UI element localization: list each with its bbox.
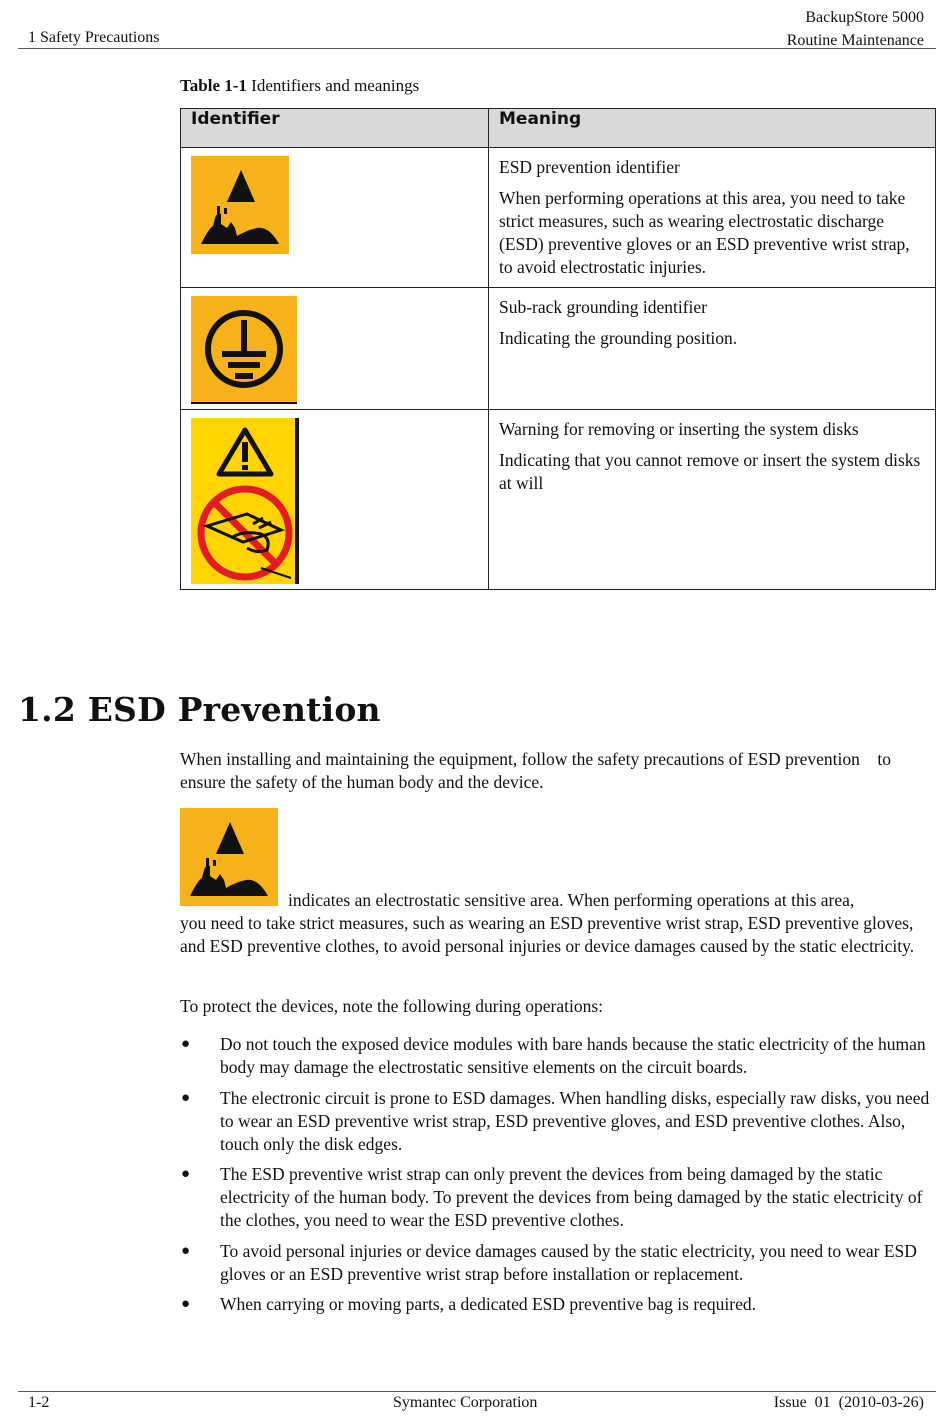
no-disk-insert-icon <box>191 418 299 584</box>
ground-icon <box>191 296 297 404</box>
esd-paragraph <box>180 889 936 958</box>
meaning-title: ESD prevention identifier <box>499 157 680 177</box>
list-item-text: When carrying or moving parts, a dedicated ESD preventive bag is required. <box>220 1294 756 1314</box>
list-item-text: Do not touch the exposed device modules with bare hands because the static electricity of the human body may damage the electrostatic sensitive elements on the circuit boards. <box>220 1034 926 1077</box>
bullet-icon: ● <box>181 1296 191 1312</box>
list-item <box>180 1087 936 1156</box>
esd-warning-icon <box>191 156 289 254</box>
bullet-icon: ● <box>181 1089 191 1106</box>
esd-paragraph-first-line: indicates an electrostatic sensitive area. When performing operations at this area, <box>288 890 855 910</box>
footer-issue: Issue 01 (2010-03-26) <box>773 1394 924 1411</box>
header-chapter: 1 Safety Precautions <box>28 29 160 46</box>
table-row <box>181 148 936 288</box>
list-item-text: To avoid personal injuries or device damages caused by the static electricity, you need to wear ESD gloves or an ESD preventive wrist strap before installation or replacement. <box>220 1240 917 1284</box>
footer-page-number: 1-2 <box>28 1394 50 1411</box>
header-rule <box>18 48 936 49</box>
meaning-cell <box>489 148 936 288</box>
list-item <box>180 1293 936 1316</box>
identifier-cell <box>181 148 489 288</box>
meaning-cell <box>489 410 936 590</box>
meaning-description: Indicating that you cannot remove or insert the system disks at will <box>499 450 921 493</box>
meaning-description: Indicating the grounding position. <box>499 328 738 348</box>
list-item <box>180 1240 936 1286</box>
esd-paragraph-rest: you need to take strict measures, such as wearing an ESD preventive wrist strap, ESD preventive gloves, and ESD preventive clothes, to avoid personal injuries or device damages caused by the static electricity. <box>180 913 915 956</box>
meaning-title: Sub-rack grounding identifier <box>499 297 708 317</box>
meaning-description: When performing operations at this area, you need to take strict measures, such as wearing electrostatic discharge (ESD) preventive gloves or an ESD preventive wrist strap, to avoid electrostatic injuries. <box>499 188 910 277</box>
col-header-meaning: Meaning <box>489 109 936 148</box>
table-caption-label: Table 1-1 <box>180 76 247 95</box>
table-caption <box>180 76 419 96</box>
bullet-icon: ● <box>181 1036 191 1052</box>
identifier-cell <box>181 410 489 590</box>
col-header-identifier: Identifier <box>181 109 489 148</box>
table-row <box>181 410 936 590</box>
intro-paragraph: When installing and maintaining the equipment, follow the safety precautions of ESD prevention to ensure the safety of the human body and the device. <box>180 749 896 792</box>
identifiers-table <box>180 108 936 590</box>
identifier-cell <box>181 288 489 410</box>
bullet-icon: ● <box>181 1242 191 1259</box>
table-header-row <box>181 109 936 148</box>
precaution-list <box>180 1033 936 1324</box>
table-caption-text: Identifiers and meanings <box>251 76 420 95</box>
header-product: BackupStore 5000 <box>805 9 924 26</box>
meaning-cell <box>489 288 936 410</box>
meaning-title: Warning for removing or inserting the system disks <box>499 419 859 439</box>
table-row <box>181 288 936 410</box>
footer-rule <box>18 1391 936 1392</box>
section-heading: 1.2 ESD Prevention <box>18 690 381 729</box>
list-item <box>180 1163 936 1232</box>
header-product-info <box>787 6 924 52</box>
list-item-text: The electronic circuit is prone to ESD damages. When handling disks, especially raw disks, you need to wear an ESD preventive wrist strap, ESD preventive gloves, and ESD preventive clothes. Also, touch only the disk edges. <box>220 1087 930 1154</box>
footer-company: Symantec Corporation <box>393 1394 538 1411</box>
header-manual: Routine Maintenance <box>786 32 924 49</box>
protect-intro: To protect the devices, note the following during operations: <box>180 996 604 1016</box>
bullet-icon: ● <box>181 1166 191 1182</box>
list-item <box>180 1033 936 1079</box>
list-item-text: The ESD preventive wrist strap can only prevent the devices from being damaged by the static electricity of the human body. To prevent the devices from being damaged by the static electricity of the clothes, you need to wear the ESD preventive clothes. <box>220 1164 923 1230</box>
